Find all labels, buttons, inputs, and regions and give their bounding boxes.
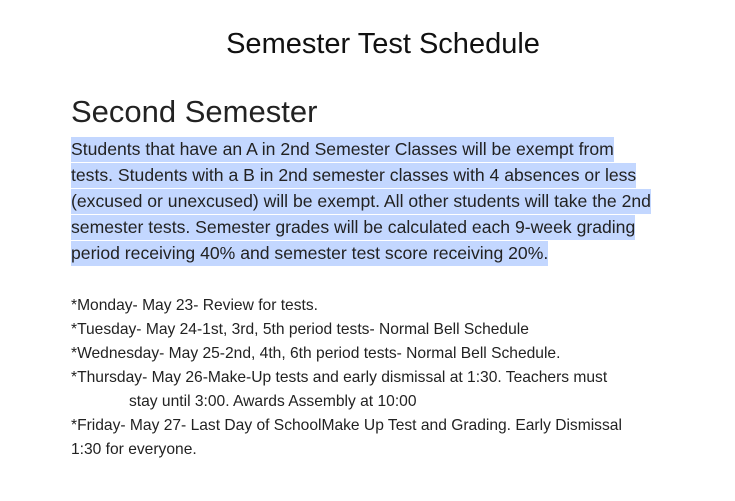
- document-title: Semester Test Schedule: [226, 28, 540, 60]
- selection-highlight: tests. Students with a B in 2nd semester classes with 4 absences or less: [71, 163, 636, 188]
- schedule-item-continuation: 1:30 for everyone.: [71, 441, 197, 458]
- schedule-item-thursday: [71, 366, 711, 414]
- selection-highlight: semester tests. Semester grades will be calculated each 9-week grading: [71, 215, 635, 240]
- selection-highlight: (excused or unexcused) will be exempt. All other students will take the 2nd: [71, 189, 651, 214]
- intro-line: [71, 188, 701, 214]
- schedule-item-text: *Wednesday- May 25-2nd, 4th, 6th period tests- Normal Bell Schedule.: [71, 345, 561, 362]
- intro-line: [71, 214, 701, 240]
- schedule-item-wednesday: [71, 342, 711, 366]
- intro-paragraph-selected[interactable]: [71, 136, 701, 266]
- selection-highlight: Students that have an A in 2nd Semester Classes will be exempt from: [71, 137, 614, 162]
- schedule-item-friday: [71, 414, 711, 462]
- intro-line: [71, 240, 701, 266]
- section-heading: Second Semester: [71, 94, 318, 129]
- schedule-item-continuation: stay until 3:00. Awards Assembly at 10:00: [129, 393, 417, 410]
- schedule-item-monday: [71, 294, 711, 318]
- intro-line: [71, 162, 701, 188]
- schedule-item-text: *Tuesday- May 24-1st, 3rd, 5th period tests- Normal Bell Schedule: [71, 321, 529, 338]
- schedule-item-tuesday: [71, 318, 711, 342]
- selection-highlight: period receiving 40% and semester test score receiving 20%.: [71, 241, 548, 266]
- schedule-item-text: *Thursday- May 26-Make-Up tests and early dismissal at 1:30. Teachers must: [71, 369, 608, 386]
- schedule-item-text: *Monday- May 23- Review for tests.: [71, 297, 318, 314]
- intro-line: [71, 136, 701, 162]
- schedule-list: [71, 294, 711, 462]
- schedule-item-text: *Friday- May 27- Last Day of SchoolMake Up Test and Grading. Early Dismissal: [71, 417, 622, 434]
